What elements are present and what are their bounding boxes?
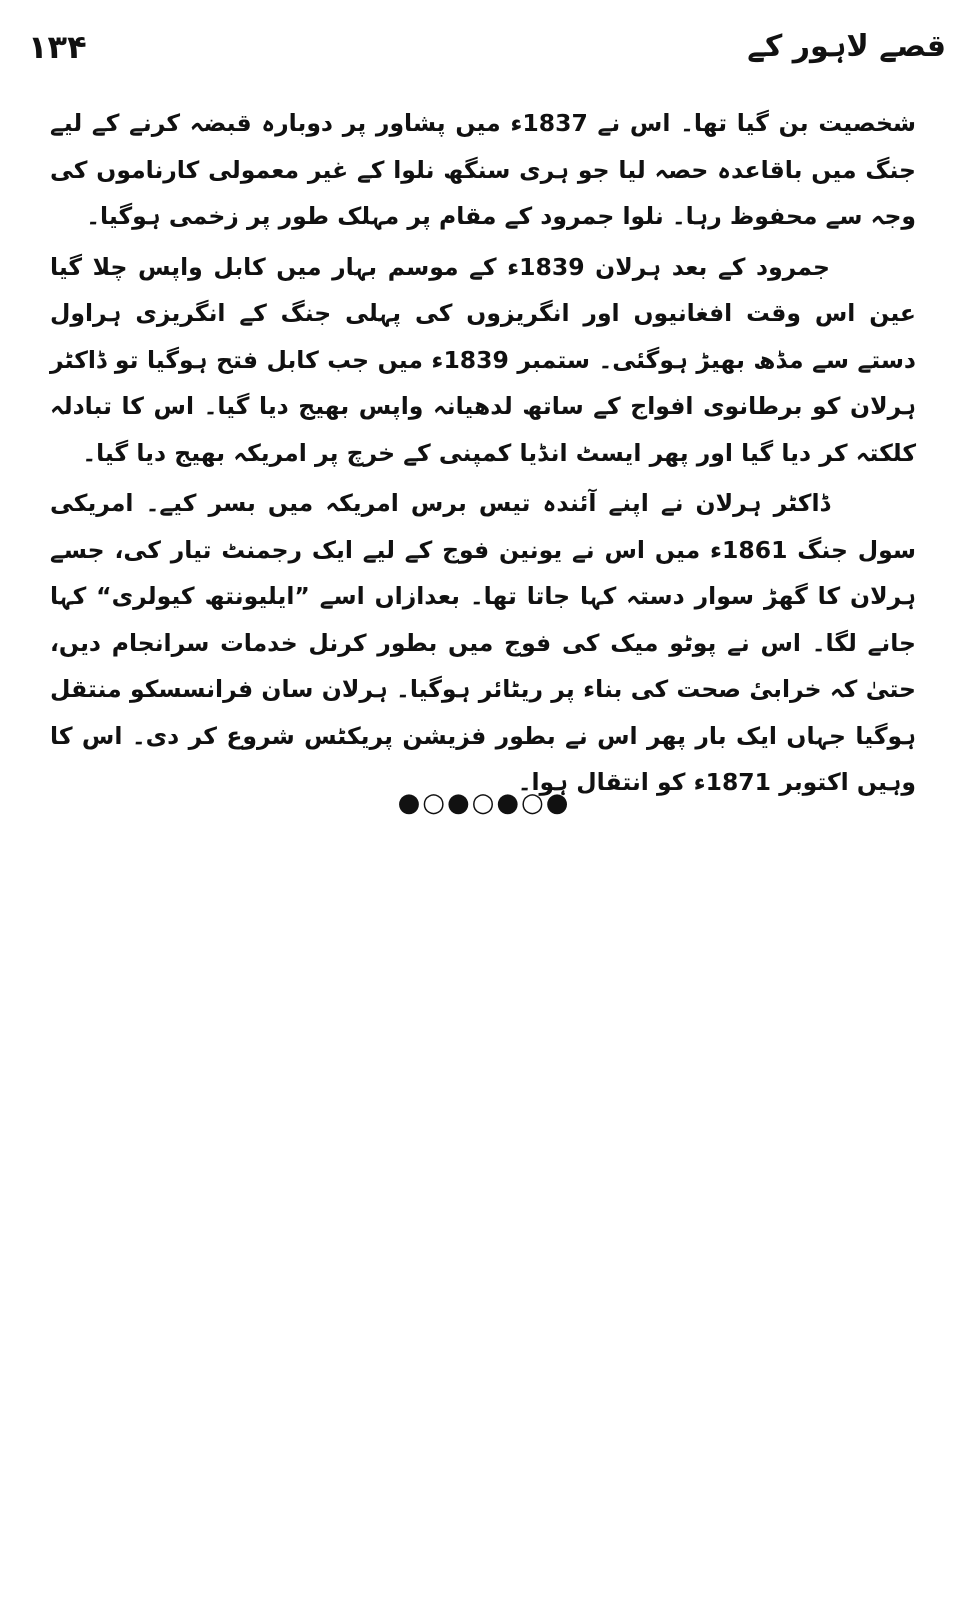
body-text [50, 100, 916, 810]
paragraph-1: شخصیت بن گیا تھا۔ اس نے 1837ء میں پشاور پر دوبارہ قبضہ کرنے کے لیے جنگ میں باقاعدہ حصہ لیا جو ہری سنگھ نلوا کے غیر معمولی کارناموں کی وجہ سے محفوظ رہا۔ نلوا جمرود کے مقام پر مہلک طور پر زخمی ہوگیا۔ [50, 109, 916, 230]
paragraph-3: ڈاکٹر ہرلان نے اپنے آئندہ تیس برس امریکہ میں بسر کیے۔ امریکی سول جنگ 1861ء میں اس نے یونین فوج کے لیے ایک رجمنٹ تیار کی، جسے ہرلان کا گھڑ سوار دستہ کہا جاتا تھا۔ بعدازاں اسے ”ایلیونتھ کیولری“ کہا جانے لگا۔ اس نے پوٹو میک کی فوج میں بطور کرنل خدمات سرانجام دیں، حتیٰ کہ خرابیٔ صحت کی بناء پر ریٹائر ہوگیا۔ ہرلان سان فرانسسکو منتقل ہوگیا جہاں ایک بار پھر اس نے بطور فزیشن پریکٹس شروع کر دی۔ اس کا وہیں اکتوبر 1871ء کو انتقال ہوا۔ [50, 489, 916, 796]
paragraph-2: جمرود کے بعد ہرلان 1839ء کے موسم بہار میں کابل واپس چلا گیا عین اس وقت افغانیوں اور انگریزوں کی پہلی جنگ کے انگریزی ہراول دستے سے مڈھ بھیڑ ہوگئی۔ ستمبر 1839ء میں جب کابل فتح ہوگیا تو ڈاکٹر ہرلان کو برطانوی افواج کے ساتھ لدھیانہ واپس بھیج دیا گیا۔ اس کا تبادلہ کلکتہ کر دیا گیا اور پھر ایسٹ انڈیا کمپنی کے خرچ پر امریکہ بھیج دیا گیا۔ [50, 252, 916, 467]
section-end-ornament [0, 788, 968, 818]
page-header [28, 22, 946, 72]
page-number: ۱۳۴ [28, 28, 87, 66]
running-title: قصے لاہور کے [747, 29, 946, 64]
ornament-glyphs: ●○●○●○● [397, 788, 571, 818]
